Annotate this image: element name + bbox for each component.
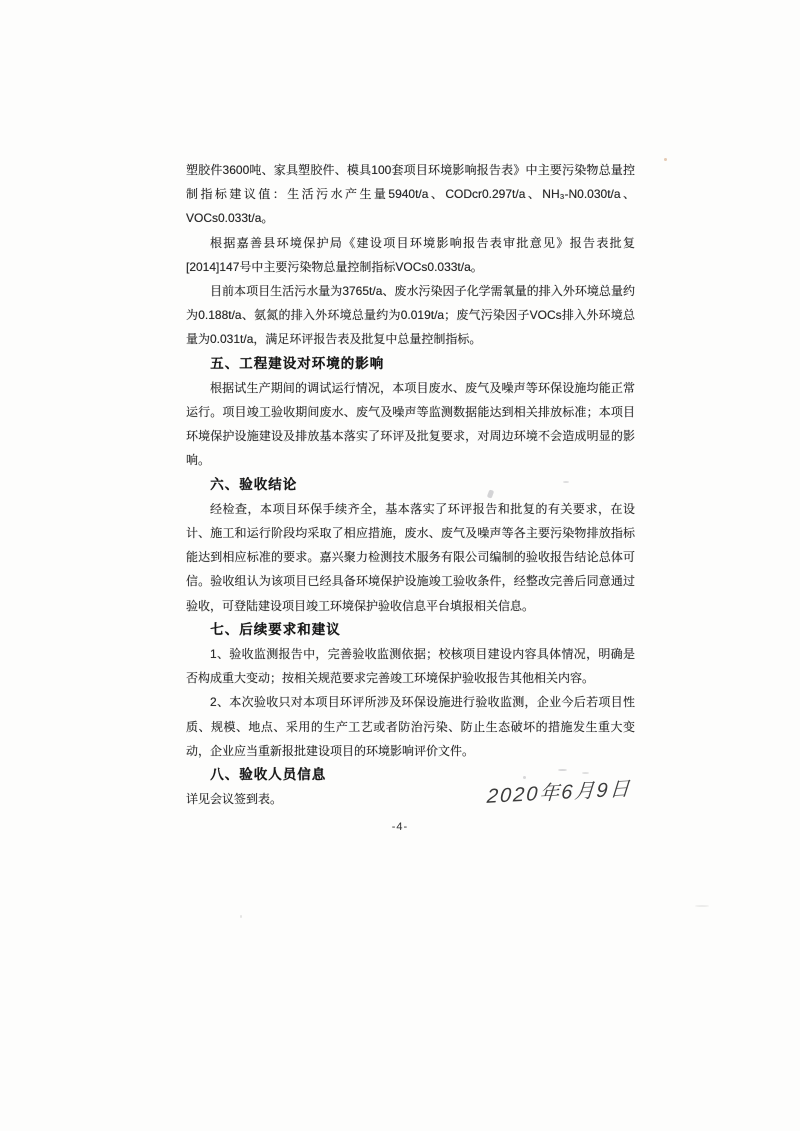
scan-noise-speck [240,915,242,918]
scan-noise-speck [695,905,709,907]
handwritten-date: 2020年6月9日 [486,778,633,808]
section-heading-5-environmental-impact: 五、工程建设对环境的影响 [210,355,385,371]
body-paragraph-approval-document: 根据嘉善县环境保护局《建设项目环境影响报告表审批意见》报告表批复[2014]147号中主要污染物总量控制指标VOCs0.033t/a。 [186,235,635,274]
page-number: -4- [391,821,409,833]
section-heading-7-followup-requirements: 七、后续要求和建议 [210,621,341,637]
body-paragraph-current-emissions: 目前本项目生活污水量为3765t/a、废水污染因子化学需氧量的排入外环境总量约为0.188t/a、氨氮的排入外环境总量约为0.019t/a；废气污染因子VOCs排入外环境总量为0.031t/a，满足环评报告表及批复中总量控制指标。 [186,284,635,347]
body-paragraph-see-signin-sheet: 详见会议签到表。 [186,792,283,807]
section-heading-8-personnel-info: 八、验收人员信息 [210,767,327,783]
body-paragraph-conclusion: 经检查，本项目环保手续齐全，基本落实了环评报告和批复的有关要求，在设计、施工和运行阶段均采取了相应措施，废水、废气及噪声等各主要污染物排放指标能达到相应标准的要求。嘉兴聚力检测技术服务有限公司编制的验收报告结论总体可信。验收组认为该项目已经具备环境保护设施竣工验收条件，经整改完善后同意通过验收，可登陆建设项目竣工环境保护验收信息平台填报相关信息。 [186,501,635,613]
scan-noise-speck [558,769,567,771]
scan-noise-speck [563,481,569,483]
scan-noise-speck [523,776,526,779]
scan-noise-speck [292,312,294,314]
scan-noise-speck [664,158,667,161]
body-paragraph-trial-operation: 根据试生产期间的调试运行情况，本项目废水、废气及噪声等环保设施均能正常运行。项目竣工验收期间废水、废气及噪声等监测数据能达到相关排放标准；本项目环境保护设施建设及排放基本落实了环评及批复要求，对周边环境不会造成明显的影响。 [186,380,635,468]
document-body [186,158,635,811]
body-paragraph-requirement-1: 1、验收监测报告中，完善验收监测依据；校核项目建设内容具体情况，明确是否构成重大变动；按相关规范要求完善竣工环境保护验收报告其他相关内容。 [186,647,635,686]
section-heading-6-acceptance-conclusion: 六、验收结论 [210,476,298,492]
body-paragraph-pollutant-totals-continuation: 塑胶件3600吨、家具塑胶件、模具100套项目环境影响报告表》中主要污染物总量控制指标建议值：生活污水产生量5940t/a、CODcr0.297t/a、NH₃-N0.030t/a、VOCs0.033t/a。 [186,163,635,226]
body-paragraph-requirement-2: 2、本次验收只对本项目环评所涉及环保设施进行验收监测，企业今后若项目性质、规模、地点、采用的生产工艺或者防治污染、防止生态破坏的措施发生重大变动，企业应当重新报批建设项目的环境影响评价文件。 [186,695,635,758]
scan-noise-speck [582,772,589,774]
